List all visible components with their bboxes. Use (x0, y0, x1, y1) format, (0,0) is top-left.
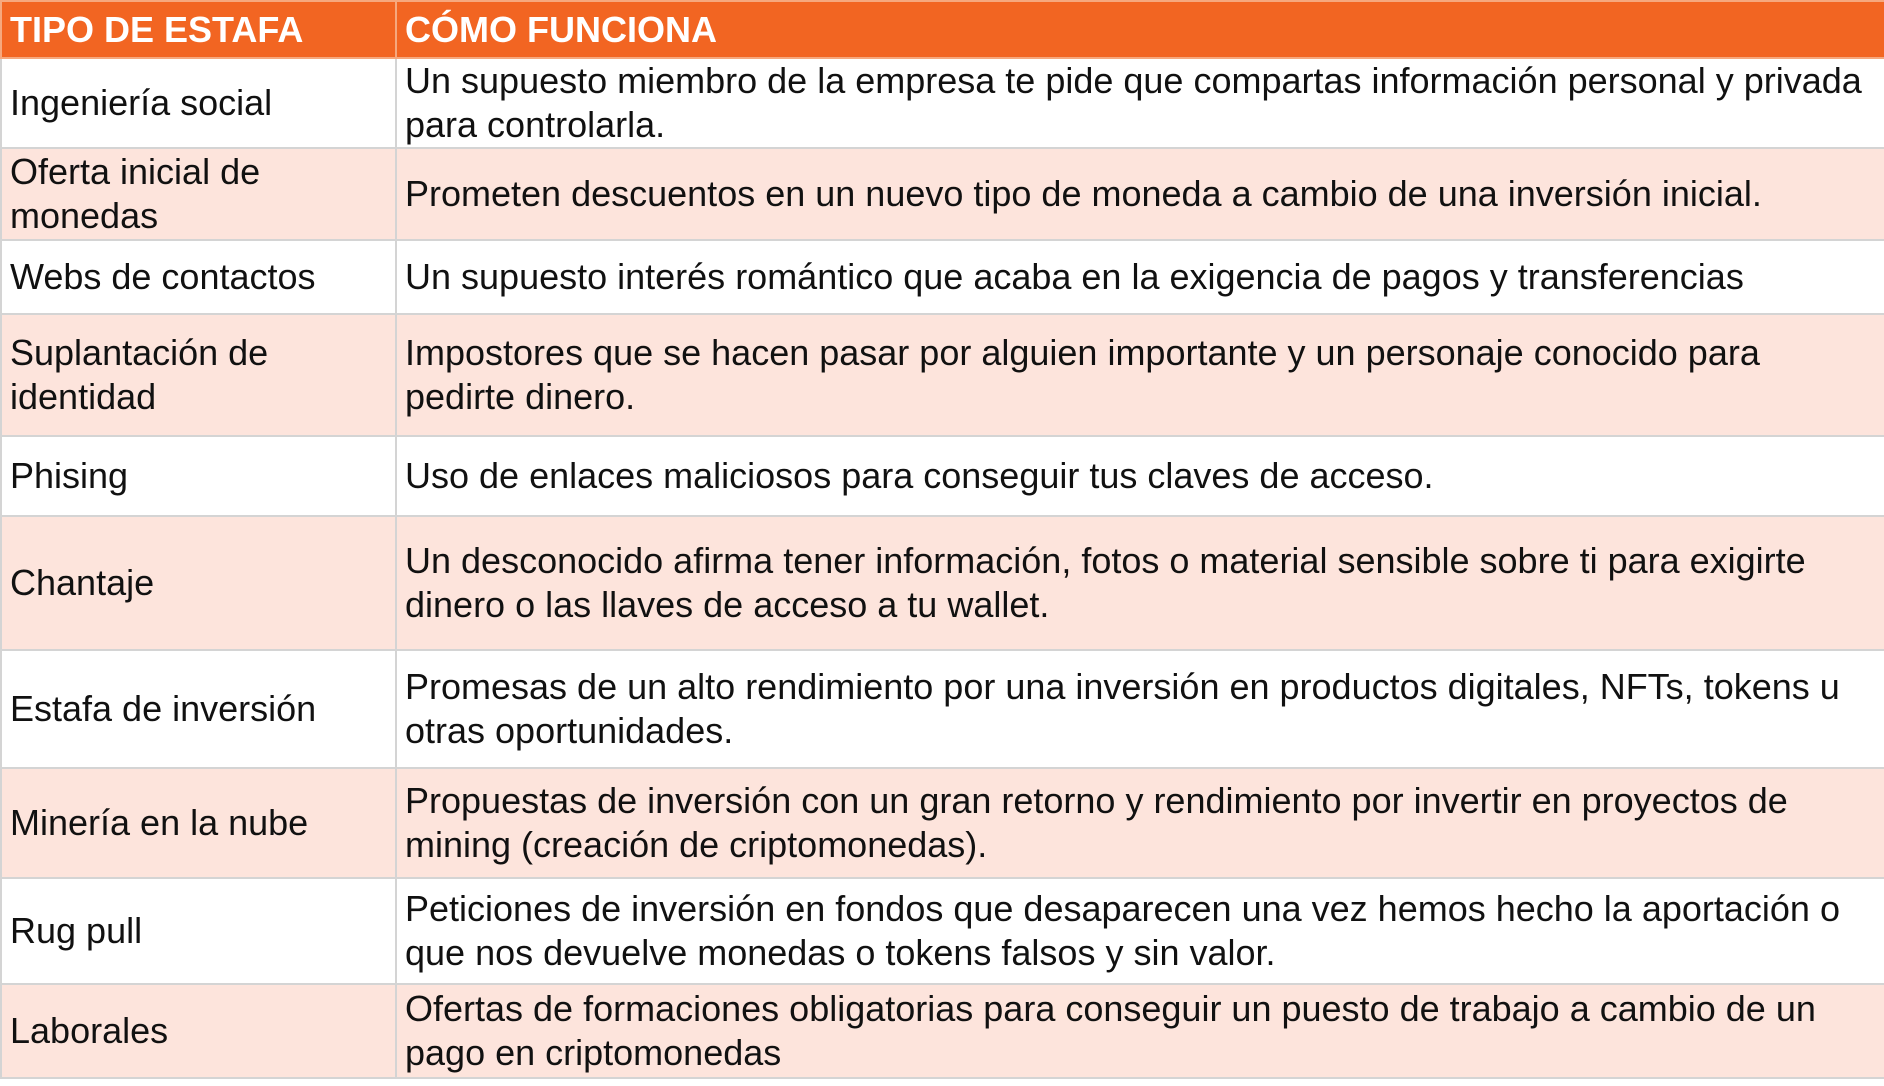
header-row (1, 1, 1884, 58)
scam-description-cell: Un desconocido afirma tener información, fotos o material sensible sobre ti para exigirte dinero o las llaves de acceso a tu wallet. (396, 516, 1884, 650)
scam-type-cell: Phising (1, 436, 396, 516)
header-how-it-works: CÓMO FUNCIONA (396, 1, 1884, 58)
scam-type-cell: Webs de contactos (1, 240, 396, 314)
table-row (1, 436, 1884, 516)
scam-description-cell: Un supuesto miembro de la empresa te pide que compartas información personal y privada para controlarla. (396, 58, 1884, 148)
table-row (1, 58, 1884, 148)
scam-type-cell: Laborales (1, 984, 396, 1078)
table-header (1, 1, 1884, 58)
scam-description-cell: Propuestas de inversión con un gran retorno y rendimiento por invertir en proyectos de mining (creación de criptomonedas). (396, 768, 1884, 878)
scam-description-cell: Promesas de un alto rendimiento por una inversión en productos digitales, NFTs, tokens u otras oportunidades. (396, 650, 1884, 768)
table-row (1, 650, 1884, 768)
scam-description-cell: Peticiones de inversión en fondos que desaparecen una vez hemos hecho la aportación o que nos devuelve monedas o tokens falsos y sin valor. (396, 878, 1884, 984)
scam-type-cell: Chantaje (1, 516, 396, 650)
scam-type-cell: Ingeniería social (1, 58, 396, 148)
scam-type-cell: Oferta inicial de monedas (1, 148, 396, 240)
header-scam-type: TIPO DE ESTAFA (1, 1, 396, 58)
scam-description-cell: Impostores que se hacen pasar por alguien importante y un personaje conocido para pedirte dinero. (396, 314, 1884, 436)
scam-description-cell: Prometen descuentos en un nuevo tipo de moneda a cambio de una inversión inicial. (396, 148, 1884, 240)
table-row (1, 516, 1884, 650)
table-row (1, 240, 1884, 314)
scam-type-cell: Estafa de inversión (1, 650, 396, 768)
scam-description-cell: Uso de enlaces maliciosos para conseguir tus claves de acceso. (396, 436, 1884, 516)
table-row (1, 878, 1884, 984)
scam-description-cell: Ofertas de formaciones obligatorias para conseguir un puesto de trabajo a cambio de un pago en criptomonedas (396, 984, 1884, 1078)
table-body (1, 58, 1884, 1078)
scam-type-cell: Suplantación de identidad (1, 314, 396, 436)
scam-type-cell: Minería en la nube (1, 768, 396, 878)
scam-description-cell: Un supuesto interés romántico que acaba en la exigencia de pagos y transferencias (396, 240, 1884, 314)
table-row (1, 148, 1884, 240)
table-row (1, 768, 1884, 878)
table-row (1, 984, 1884, 1078)
table-row (1, 314, 1884, 436)
scam-type-cell: Rug pull (1, 878, 396, 984)
